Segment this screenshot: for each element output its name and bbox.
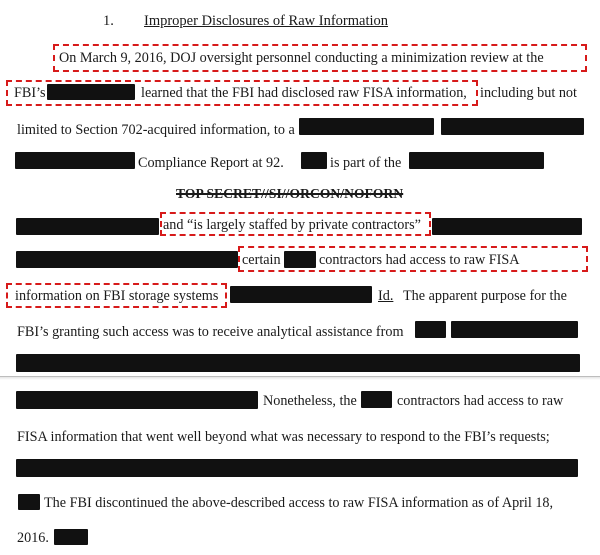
redaction-block: [16, 459, 578, 477]
line-7-tail: The apparent purpose for the: [403, 288, 567, 304]
redaction-block: [15, 152, 135, 169]
line-1-text: On March 9, 2016, DOJ oversight personnel conducting a minimization review at the: [59, 50, 544, 66]
redaction-block: [409, 152, 544, 169]
line-7-text: information on FBI storage systems: [15, 288, 219, 304]
line-10-tail: contractors had access to raw: [397, 393, 564, 409]
section-number: 1.: [103, 13, 114, 29]
line-14-text: 2016.: [17, 530, 49, 546]
line-3-text: limited to Section 702-acquired information, to a: [17, 122, 295, 138]
redaction-block: [16, 218, 159, 235]
redaction-block: [284, 251, 316, 268]
page-divider-shadow: [0, 377, 600, 380]
line-2-fbis: FBI’s: [14, 85, 46, 101]
classification-marking: TOP SECRET//SI//ORCON/NOFORN: [176, 186, 404, 201]
redaction-block: [18, 494, 40, 510]
line-11-text: FISA information that went well beyond what was necessary to respond to the FBI’s requests;: [17, 429, 550, 445]
line-5-text: and “is largely staffed by private contractors”: [163, 217, 421, 233]
line-13-text: The FBI discontinued the above-described access to raw FISA information as of April 18,: [44, 495, 554, 511]
redaction-block: [230, 286, 372, 303]
line-6-text: contractors had access to raw FISA: [319, 252, 520, 268]
redaction-block: [301, 152, 327, 169]
redaction-block: [299, 118, 434, 135]
line-8-text: FBI’s granting such access was to receive analytical assistance from: [17, 324, 404, 340]
line-2-text: learned that the FBI had disclosed raw FISA information,: [141, 85, 467, 101]
redaction-block: [54, 529, 88, 545]
line-2-tail: including but not: [480, 85, 577, 101]
redaction-block: [451, 321, 578, 338]
redaction-block: [441, 118, 584, 135]
line-4-text: Compliance Report at 92.: [138, 155, 284, 171]
redaction-block: [432, 218, 582, 235]
redaction-block: [16, 251, 238, 268]
line-10-text: Nonetheless, the: [263, 393, 357, 409]
line-6-certain: certain: [242, 252, 281, 268]
redaction-block: [47, 84, 135, 100]
line-4-text-b: is part of the: [330, 155, 402, 171]
section-title: Improper Disclosures of Raw Information: [144, 13, 389, 29]
redaction-block: [16, 354, 580, 372]
redaction-block: [361, 391, 392, 408]
citation-id: Id.: [378, 288, 394, 304]
redaction-block: [16, 391, 258, 409]
redaction-block: [415, 321, 446, 338]
